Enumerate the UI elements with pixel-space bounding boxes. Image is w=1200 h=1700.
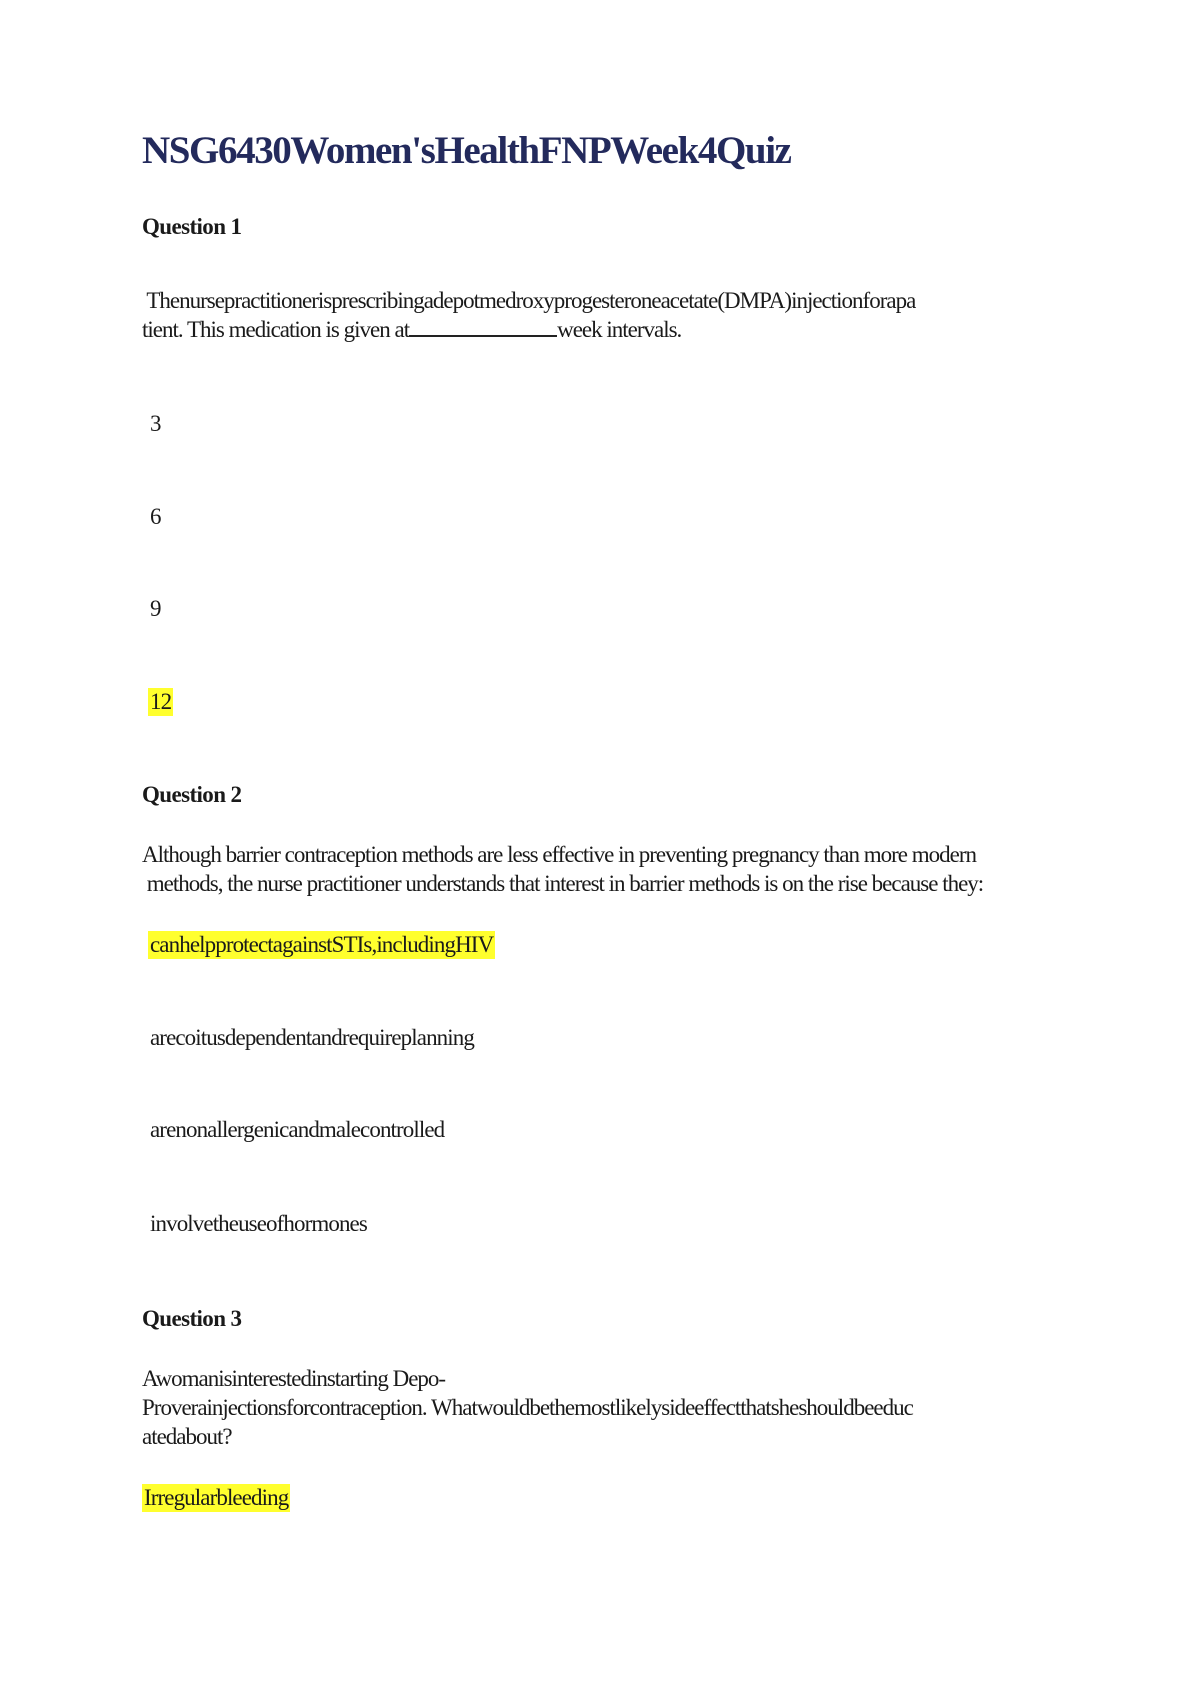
answer-blank <box>409 315 557 337</box>
question-2-option-1-highlighted: canhelpprotectagainstSTIs,includingHIV <box>150 932 494 957</box>
question-1-text <box>142 286 1062 344</box>
question-3-text-line-1: Awomanisinterestedinstarting Depo- <box>142 1366 446 1391</box>
question-3-text-line-3: atedabout? <box>142 1424 232 1449</box>
question-1-heading: Question 1 <box>142 214 242 239</box>
question-1-text-line-2: tient. This medication is given at <box>142 317 410 342</box>
question-2-text-line-1: Although barrier contraception methods are less effective in preventing pregnancy than more modern <box>142 842 977 867</box>
question-1-option-3: 9 <box>150 596 161 621</box>
question-2-heading: Question 2 <box>142 782 242 807</box>
question-1-option-1: 3 <box>150 411 161 436</box>
question-3-text <box>142 1364 1062 1451</box>
question-2-option-4: involvetheuseofhormones <box>150 1211 367 1236</box>
question-1-option-2: 6 <box>150 504 161 529</box>
question-1-text-after-blank: week intervals. <box>557 317 682 342</box>
question-1-option-4-highlighted: 12 <box>150 689 172 714</box>
question-3-text-line-2: Proverainjectionsforcontraception. Whatwouldbethemostlikelysideeffectthatsheshouldbeeduc <box>142 1395 913 1420</box>
question-2-text-line-2: methods, the nurse practitioner understands that interest in barrier methods is on the rise because they: <box>142 871 984 896</box>
question-1-text-line-1: Thenursepractitionerisprescribingadepotmedroxyprogesteroneacetate(DMPA)injectionforapa <box>142 288 916 313</box>
question-2-option-3: arenonallergenicandmalecontrolled <box>150 1117 445 1142</box>
question-2-option-2: arecoitusdependentandrequireplanning <box>150 1025 474 1050</box>
question-2-text <box>142 840 1062 898</box>
question-3-heading: Question 3 <box>142 1306 242 1331</box>
question-3-option-1-highlighted: Irregularbleeding <box>144 1485 289 1510</box>
document-title: NSG6430Women'sHealthFNPWeek4Quiz <box>142 129 791 172</box>
